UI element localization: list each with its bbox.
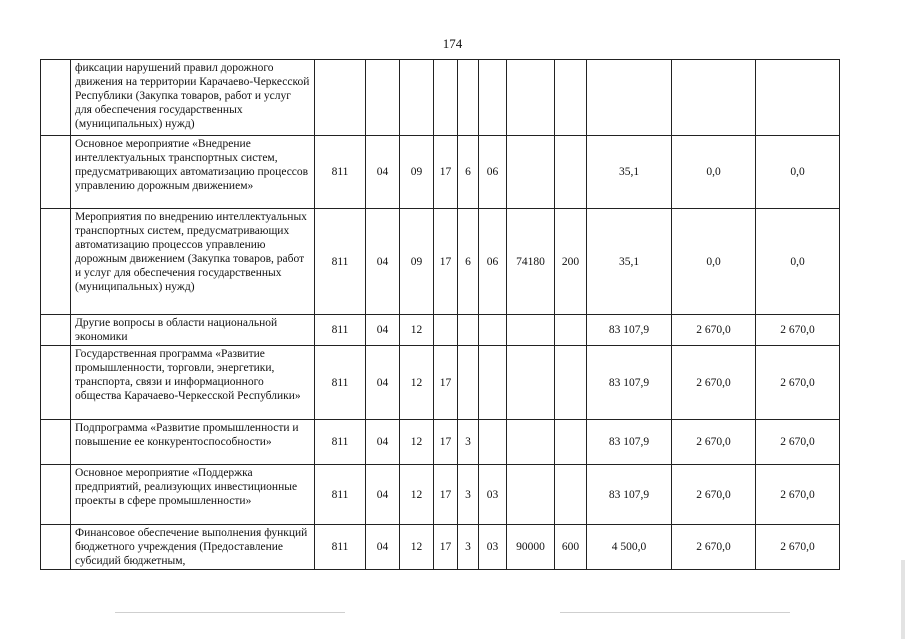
table-row [41, 136, 840, 209]
code-subprogram [458, 60, 479, 136]
code-direction [507, 346, 555, 420]
code-activity [479, 346, 507, 420]
code-activity: 03 [479, 465, 507, 525]
code-expense-type [555, 136, 587, 209]
amount-year3: 2 670,0 [756, 346, 840, 420]
amount-year1: 35,1 [587, 209, 672, 315]
code-direction [507, 315, 555, 346]
amount-year1: 83 107,9 [587, 420, 672, 465]
table-row [41, 60, 840, 136]
blank-cell [41, 346, 71, 420]
row-name: Финансовое обеспечение выполнения функций бюджетного учреждения (Предоставление субсидий бюджетным, [71, 525, 315, 570]
code-activity: 06 [479, 209, 507, 315]
code-subsection: 12 [400, 420, 434, 465]
amount-year1: 35,1 [587, 136, 672, 209]
code-program: 17 [434, 420, 458, 465]
code-section: 04 [366, 315, 400, 346]
blank-cell [41, 525, 71, 570]
row-name: Другие вопросы в области национальной экономики [71, 315, 315, 346]
blank-cell [41, 315, 71, 346]
code-subprogram: 6 [458, 136, 479, 209]
amount-year2: 2 670,0 [672, 465, 756, 525]
code-subsection: 12 [400, 315, 434, 346]
code-subprogram: 3 [458, 465, 479, 525]
amount-year1: 83 107,9 [587, 465, 672, 525]
code-subsection: 12 [400, 465, 434, 525]
code-program: 17 [434, 209, 458, 315]
code-direction [507, 420, 555, 465]
code-direction: 90000 [507, 525, 555, 570]
code-ministry: 811 [315, 525, 366, 570]
code-subprogram: 3 [458, 525, 479, 570]
code-expense-type: 200 [555, 209, 587, 315]
code-ministry: 811 [315, 315, 366, 346]
scan-artifact-line [560, 612, 790, 613]
code-direction [507, 60, 555, 136]
row-name: Государственная программа «Развитие промышленности, торговли, энергетики, транспорта, связи и информационного общества Карачаево-Черкесской Республики» [71, 346, 315, 420]
amount-year3: 0,0 [756, 209, 840, 315]
code-section [366, 60, 400, 136]
code-activity [479, 315, 507, 346]
code-ministry [315, 60, 366, 136]
code-activity [479, 60, 507, 136]
code-section: 04 [366, 209, 400, 315]
code-program: 17 [434, 136, 458, 209]
amount-year2: 0,0 [672, 136, 756, 209]
amount-year3: 2 670,0 [756, 420, 840, 465]
amount-year3: 2 670,0 [756, 465, 840, 525]
amount-year3 [756, 60, 840, 136]
code-program: 17 [434, 525, 458, 570]
code-expense-type [555, 60, 587, 136]
blank-cell [41, 60, 71, 136]
amount-year2: 2 670,0 [672, 525, 756, 570]
table-row [41, 209, 840, 315]
row-name: Основное мероприятие «Поддержка предприятий, реализующих инвестиционные проекты в сфере промышленности» [71, 465, 315, 525]
code-subsection [400, 60, 434, 136]
code-program [434, 60, 458, 136]
code-program: 17 [434, 465, 458, 525]
scan-artifact-edge [901, 560, 905, 639]
code-subsection: 09 [400, 209, 434, 315]
code-direction: 74180 [507, 209, 555, 315]
code-section: 04 [366, 465, 400, 525]
code-direction [507, 465, 555, 525]
code-activity [479, 420, 507, 465]
code-subprogram: 3 [458, 420, 479, 465]
code-ministry: 811 [315, 346, 366, 420]
code-expense-type [555, 346, 587, 420]
code-ministry: 811 [315, 136, 366, 209]
table-row [41, 346, 840, 420]
code-expense-type [555, 315, 587, 346]
code-expense-type [555, 465, 587, 525]
table-row [41, 465, 840, 525]
amount-year1 [587, 60, 672, 136]
row-name: фиксации нарушений правил дорожного движения на территории Карачаево-Черкесской Республики (Закупка товаров, работ и услуг для обеспечения государственных (муниципальных) нужд) [71, 60, 315, 136]
scan-artifact-line [115, 612, 345, 613]
code-section: 04 [366, 136, 400, 209]
amount-year1: 83 107,9 [587, 346, 672, 420]
code-expense-type [555, 420, 587, 465]
code-ministry: 811 [315, 465, 366, 525]
blank-cell [41, 420, 71, 465]
code-subsection: 12 [400, 525, 434, 570]
code-expense-type: 600 [555, 525, 587, 570]
table-row [41, 525, 840, 570]
code-subsection: 12 [400, 346, 434, 420]
table-row [41, 420, 840, 465]
amount-year3: 2 670,0 [756, 525, 840, 570]
code-section: 04 [366, 525, 400, 570]
row-name: Мероприятия по внедрению интеллектуальных транспортных систем, предусматривающих автоматизацию процессов управлению дорожным движением (Закупка товаров, работ и услуг для обеспечения государственных (муниципальных) нужд) [71, 209, 315, 315]
code-program [434, 315, 458, 346]
code-program: 17 [434, 346, 458, 420]
code-subprogram: 6 [458, 209, 479, 315]
amount-year2: 2 670,0 [672, 346, 756, 420]
code-direction [507, 136, 555, 209]
amount-year1: 4 500,0 [587, 525, 672, 570]
blank-cell [41, 136, 71, 209]
code-ministry: 811 [315, 420, 366, 465]
amount-year2 [672, 60, 756, 136]
page-number: 174 [442, 36, 463, 51]
amount-year3: 0,0 [756, 136, 840, 209]
code-subsection: 09 [400, 136, 434, 209]
code-ministry: 811 [315, 209, 366, 315]
code-section: 04 [366, 346, 400, 420]
blank-cell [41, 209, 71, 315]
blank-cell [41, 465, 71, 525]
amount-year1: 83 107,9 [587, 315, 672, 346]
code-activity: 06 [479, 136, 507, 209]
amount-year2: 2 670,0 [672, 315, 756, 346]
amount-year2: 2 670,0 [672, 420, 756, 465]
code-activity: 03 [479, 525, 507, 570]
budget-table [40, 59, 840, 570]
row-name: Основное мероприятие «Внедрение интеллектуальных транспортных систем, предусматривающих автоматизацию процессов управлению дорожным движением» [71, 136, 315, 209]
code-subprogram [458, 346, 479, 420]
row-name: Подпрограмма «Развитие промышленности и повышение ее конкурентоспособности» [71, 420, 315, 465]
code-subprogram [458, 315, 479, 346]
table-row [41, 315, 840, 346]
amount-year2: 0,0 [672, 209, 756, 315]
code-section: 04 [366, 420, 400, 465]
amount-year3: 2 670,0 [756, 315, 840, 346]
